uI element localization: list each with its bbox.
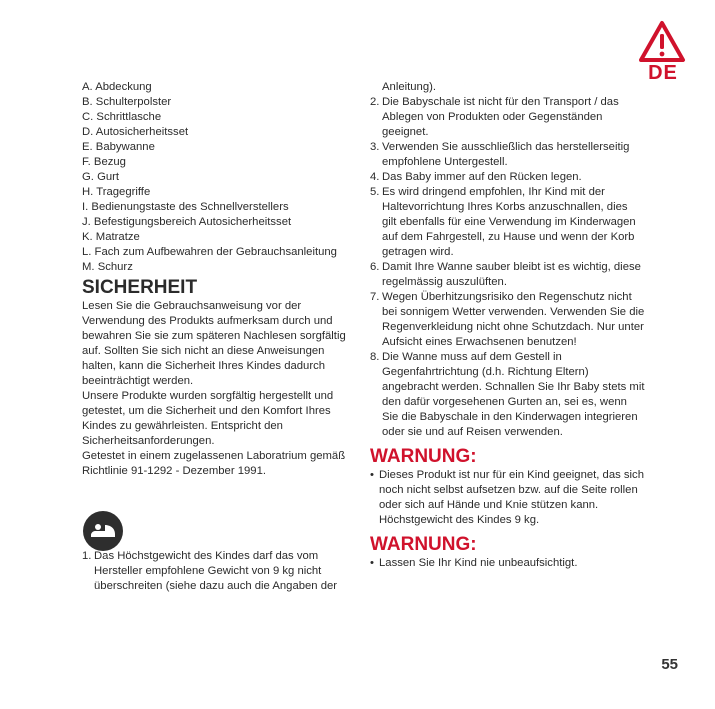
item-text: Das Baby immer auf den Rücken legen. [382,171,582,183]
item-text: Anleitung). [382,81,437,93]
item-text: Die Wanne muss auf dem Gestell in Gegenfahrtrichtung (d.h. Richtung Eltern) angebracht werden. Schnallen Sie Ihr Baby stets mit den dafür vorgesehenen Gurten an, sei es, wenn Sie die Babyschale in den Kinderwagen integrieren oder sie und auf Reisen verwenden. [382,351,645,438]
item-number [370,80,382,95]
list-item [370,290,645,350]
list-item: L. Fach zum Aufbewahren der Gebrauchsanleitung [82,246,337,258]
item-number: 8. [370,351,380,363]
page-number: 55 [661,656,678,673]
language-badge: DE [648,62,678,84]
item-text: Damit Ihre Wanne sauber bleibt ist es wichtig, diese regelmässig auszulüften. [382,261,641,288]
item-text: Das Höchstgewicht des Kindes darf das vom Hersteller empfohlene Gewicht von 9 kg nicht überschreiten (siehe dazu auch die Angaben der [94,550,338,592]
bullet: • [370,469,374,481]
list-item: K. Matratze [82,231,140,243]
right-column [370,80,645,571]
warning-text: Lassen Sie Ihr Kind nie unbeaufsichtigt. [379,557,578,569]
section-heading-safety: SICHERHEIT [82,277,198,298]
item-number: 5. [370,186,380,198]
item-number: 2. [370,96,380,108]
list-item: A. Abdeckung [82,81,152,93]
warning-heading: WARNUNG: [370,446,477,467]
list-item [370,185,645,260]
item-number: 3. [370,141,380,153]
bullet: • [370,557,374,569]
item-text: Verwenden Sie ausschließlich das herstellerseitig empfohlene Untergestell. [382,141,630,168]
item-number: 6. [370,261,380,273]
list-item: I. Bedienungstaste des Schnellverstellers [82,201,289,213]
list-item: M. Schurz [82,261,133,273]
list-item [370,80,645,95]
list-item [370,556,645,571]
list-item [370,260,645,290]
list-item: D. Autosicherheitsset [82,126,189,138]
warning-heading: WARNUNG: [370,534,477,555]
list-item: F. Bezug [82,156,126,168]
numbered-list-start [82,549,357,594]
warning-triangle-icon [638,20,686,64]
list-item [370,170,645,185]
list-item [370,140,645,170]
safety-intro-2: Unsere Produkte wurden sorgfältig hergestellt und getestet, um die Sicherheit und den Komfort Ihres Kindes zu gewährleisten. Entspricht den Sicherheitsanforderungen. [82,390,334,447]
left-column [82,80,357,479]
list-item: E. Babywanne [82,141,155,153]
item-text: Es wird dringend empfohlen, Ihr Kind mit der Haltevorrichtung Ihres Korbs anzuschnallen, dies gilt ebenfalls für eine Verwendung im Kinderwagen auf dem Fahrgestell, zu Hause und wenn der Korb getragen wird. [382,186,636,258]
item-number: 4. [370,171,380,183]
list-item [82,549,357,594]
warning-text: Dieses Produkt ist nur für ein Kind geeignet, das sich noch nicht selbst aufsetzen bzw. auf die Seite rollen oder sich auf Hände und Knie stützen kann. Höchstgewicht des Kindes 9 kg. [379,469,644,526]
list-item: H. Tragegriffe [82,186,151,198]
item-text: Die Babyschale ist nicht für den Transport / das Ablegen von Produkten oder Gegenständen geeignet. [382,96,619,138]
item-text: Wegen Überhitzungsrisiko den Regenschutz nicht bei sonnigem Wetter verwenden. Verwenden Sie die Regenverkleidung nicht ohne Schutzdach. Nur unter Aufsicht eines Erwachsenen benutzen! [382,291,645,348]
list-item: G. Gurt [82,171,120,183]
safety-intro-3: Getestet in einem zugelassenen Laboratrium gemäß Richtlinie 91-1292 - Dezember 1991. [82,450,346,477]
item-number: 7. [370,291,380,303]
baby-carrycot-icon [82,510,124,552]
list-item [370,468,645,528]
list-item [370,350,645,440]
list-item: J. Befestigungsbereich Autosicherheitsset [82,216,292,228]
list-item: C. Schrittlasche [82,111,162,123]
list-item: B. Schulterpolster [82,96,172,108]
item-number: 1. [82,550,92,562]
safety-intro: Lesen Sie die Gebrauchsanweisung vor der Verwendung des Produkts aufmerksam durch und bewahren Sie sie zum späteren Nachlesen sorgfältig auf. Sollten Sie sich nicht an diese Anweisungen halten, kann die Sicherheit Ihres Kindes dadurch beeinträchtigt werden. [82,300,346,387]
parts-list [82,80,357,275]
list-item [370,95,645,140]
